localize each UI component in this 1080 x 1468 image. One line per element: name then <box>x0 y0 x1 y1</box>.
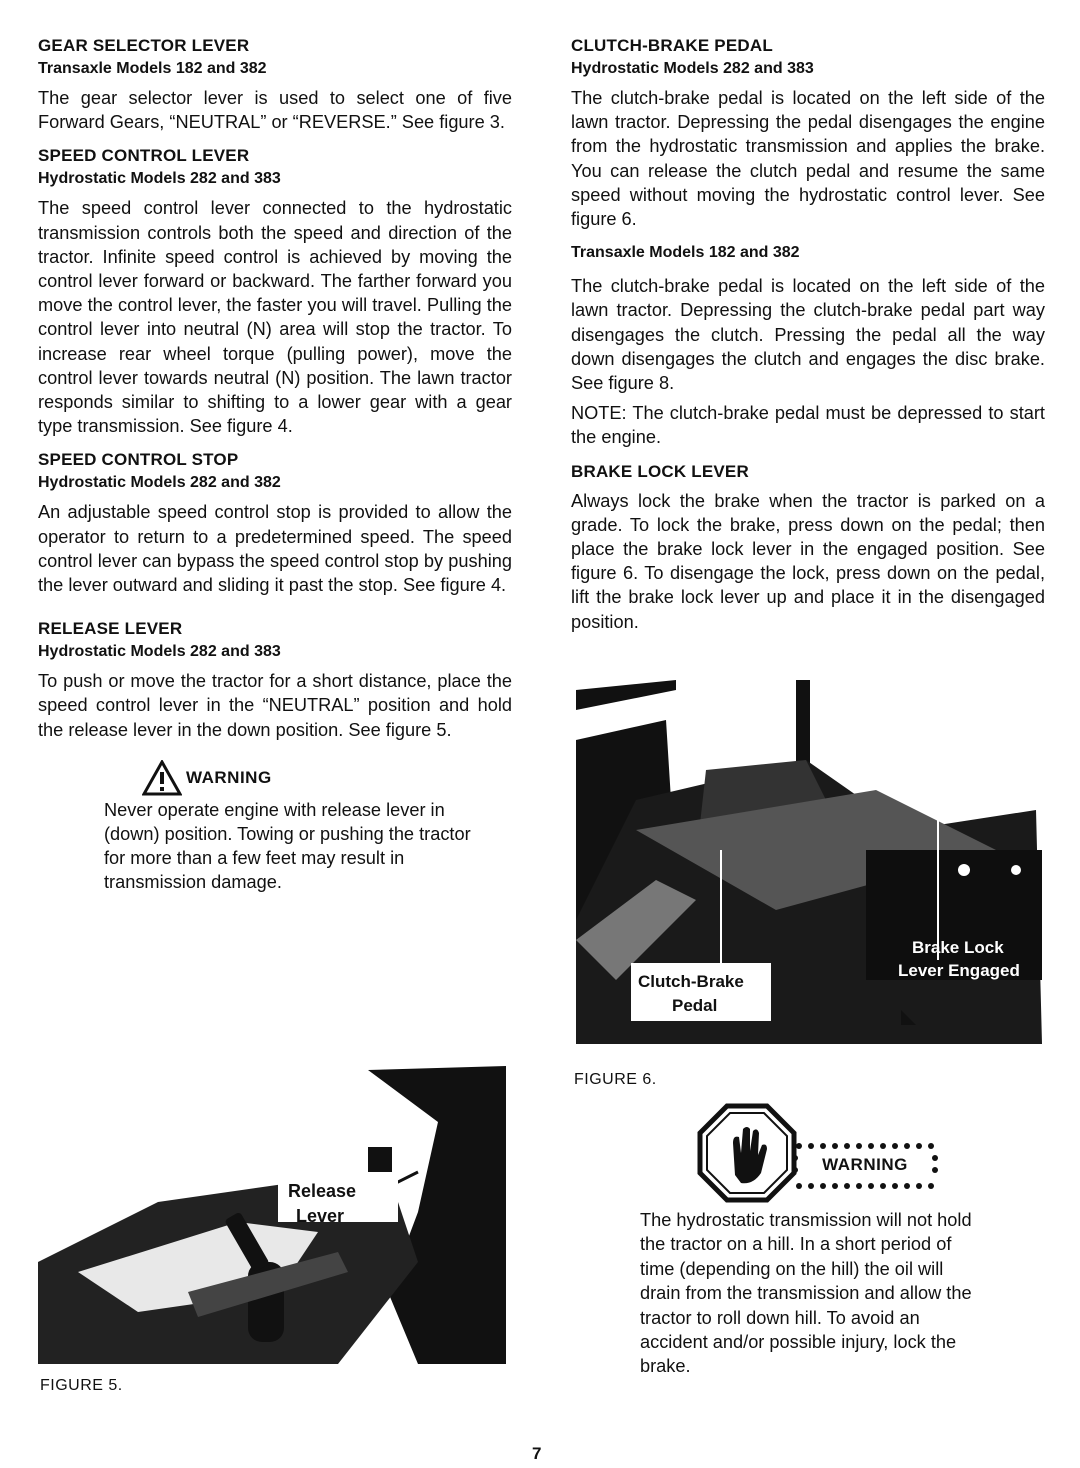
page-number: 7 <box>532 1444 542 1463</box>
hill-warning-body: The hydrostatic transmission will not hold the tractor on a hill. In a short period of time (depending on the hill) the oil will drain from the transmission and allow the tractor to roll down hill. To avoid an accident and/or possible injury, lock the brake. <box>640 1210 972 1377</box>
release-warning-body: Never operate engine with release lever in (down) position. Towing or pushing the tractor for more than a few feet may result in transmission damage. <box>104 799 471 893</box>
speed-control-stop-body: An adjustable speed control stop is provided to allow the operator to return to a predetermined speed. The speed control lever can bypass the speed control stop by pushing the lever outward and sliding it past the stop. See figure 4. <box>38 502 512 596</box>
right-column <box>571 34 1045 634</box>
brake-lock-title: BRAKE LOCK LEVER <box>571 461 749 481</box>
note-text: The clutch-brake pedal must be depressed to start the engine. <box>571 403 1045 448</box>
warning-label: WARNING <box>186 767 272 787</box>
gear-selector-title: GEAR SELECTOR LEVER <box>38 36 250 55</box>
figure-5-photo <box>38 1062 506 1364</box>
speed-control-stop-title: SPEED CONTROL STOP <box>38 450 239 470</box>
warning-triangle-icon <box>142 760 182 796</box>
speed-control-lever-subtitle: Hydrostatic Models 282 and 383 <box>38 170 281 188</box>
clutch-brake-body: The clutch-brake pedal is located on the left side of the lawn tractor. Depressing the pedal disengages the engine from the hydrostatic transmission and applies the brake. You can release the clutch pedal and resume the same speed without moving the hydrostatic control lever. See figure 6. <box>571 88 1045 230</box>
hill-warning-label: WARNING <box>822 1155 908 1174</box>
brake-lock-body: Always lock the brake when the tractor is parked on a grade. To lock the brake, press down on the pedal; then place the brake lock lever in the engaged position. See figure 6. To disengage the lock, press down on the pedal, lift the brake lock lever up and place it in the disengaged position. <box>571 490 1045 632</box>
release-lever-body: To push or move the tractor for a short distance, place the speed control lever in the “NEUTRAL” position and hold the release lever in the down position. See figure 5. <box>38 671 512 740</box>
clutch-brake-subtitle: Hydrostatic Models 282 and 383 <box>571 60 814 77</box>
speed-control-lever-title: SPEED CONTROL LEVER <box>38 146 250 166</box>
figure-5-caption: FIGURE 5. <box>40 1377 123 1394</box>
clutch-brake-title: CLUTCH-BRAKE PEDAL <box>571 36 773 55</box>
figure-5-callout-lever: Lever <box>296 1206 345 1226</box>
speed-control-lever-body: The speed control lever connected to the hydrostatic transmission controls both the speed and direction of the tractor. Infinite speed control is achieved by moving the control lever forward or backward. The farther forward you move the control lever, the faster you will travel. Pulling the control lever into neutral (N) area will stop the tractor. To increase rear wheel torque (pulling power), move the control lever towards neutral (N) position. The lawn tractor responds similar to shifting to a lower gear with a gear type transmission. See figure 4. <box>38 198 512 437</box>
transaxle-note <box>571 401 1045 449</box>
figure-5-callout-release: Release <box>288 1181 357 1201</box>
note-label: NOTE: <box>571 403 627 424</box>
release-warning-header <box>142 758 512 798</box>
figure-6-callout-lever-engaged: Lever Engaged <box>898 961 1020 980</box>
left-column <box>38 34 512 895</box>
figure-6-callout-brake-lock: Brake Lock <box>912 938 1004 957</box>
release-lever-subtitle: Hydrostatic Models 282 and 383 <box>38 643 281 661</box>
stop-hand-icon <box>697 1103 797 1203</box>
figure-6-callout-pedal: Pedal <box>672 996 718 1015</box>
transaxle-body: The clutch-brake pedal is located on the left side of the lawn tractor. Depressing the clutch-brake pedal part way disengages the clutch. Pressing the pedal all the way down disengages the clutch and engages the disc brake. See figure 8. <box>571 276 1045 394</box>
figure-6-photo <box>576 680 1042 1044</box>
gear-selector-subtitle: Transaxle Models 182 and 382 <box>38 60 267 77</box>
figure-6-caption: FIGURE 6. <box>574 1071 657 1088</box>
speed-control-stop-subtitle: Hydrostatic Models 282 and 382 <box>38 474 281 492</box>
figure-6-callout-clutch-brake: Clutch-Brake <box>638 972 744 991</box>
gear-selector-body: The gear selector lever is used to select one of five Forward Gears, “NEUTRAL” or “REVERSE.” See figure 3. <box>38 88 512 133</box>
transaxle-subtitle: Transaxle Models 182 and 382 <box>571 244 800 262</box>
release-lever-title: RELEASE LEVER <box>38 619 183 639</box>
